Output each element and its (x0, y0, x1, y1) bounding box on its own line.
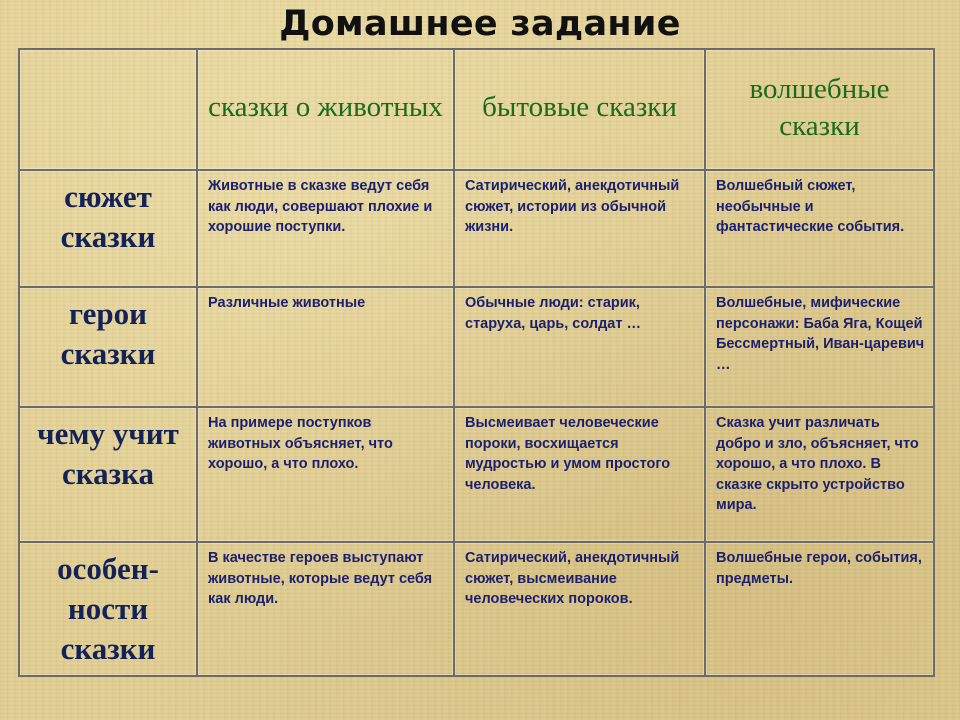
table-corner-cell (19, 49, 197, 170)
table-cell: Волшебный сюжет, необычные и фантастические события. (705, 170, 934, 287)
table-row-heroes (19, 287, 934, 407)
table-cell: Различные животные (197, 287, 454, 407)
table-cell: Обычные люди: старик, старуха, царь, солдат … (454, 287, 705, 407)
table-cell: Сказка учит различать добро и зло, объясняет, что хорошо, а что плохо. В сказке скрыто устройство мира. (705, 407, 934, 542)
row-header-plot: сюжет сказки (19, 170, 197, 287)
table-header-row (19, 49, 934, 170)
row-header-heroes: герои сказки (19, 287, 197, 407)
table-cell: Высмеивает человеческие пороки, восхищается мудростью и умом простого человека. (454, 407, 705, 542)
row-header-lesson: чему учит сказка (19, 407, 197, 542)
table-cell: Животные в сказке ведут себя как люди, совершают плохие и хорошие поступки. (197, 170, 454, 287)
table-cell: Волшебные герои, события, предметы. (705, 542, 934, 676)
table-row-features (19, 542, 934, 676)
table-row-lesson (19, 407, 934, 542)
column-header-magic-tales: волшебные сказки (705, 49, 934, 170)
table-cell: Сатирический, анекдотичный сюжет, истории из обычной жизни. (454, 170, 705, 287)
column-header-animal-tales: сказки о животных (197, 49, 454, 170)
table-cell: Сатирический, анекдотичный сюжет, высмеивание человеческих пороков. (454, 542, 705, 676)
table-row-plot (19, 170, 934, 287)
column-header-everyday-tales: бытовые сказки (454, 49, 705, 170)
homework-table (18, 48, 935, 677)
table-cell: На примере поступков животных объясняет, что хорошо, а что плохо. (197, 407, 454, 542)
slide-title: Домашнее задание (279, 4, 681, 44)
table-cell: Волшебные, мифические персонажи: Баба Яга, Кощей Бессмертный, Иван-царевич … (705, 287, 934, 407)
row-header-features: особен-ности сказки (19, 542, 197, 676)
table-cell: В качестве героев выступают животные, которые ведут себя как люди. (197, 542, 454, 676)
